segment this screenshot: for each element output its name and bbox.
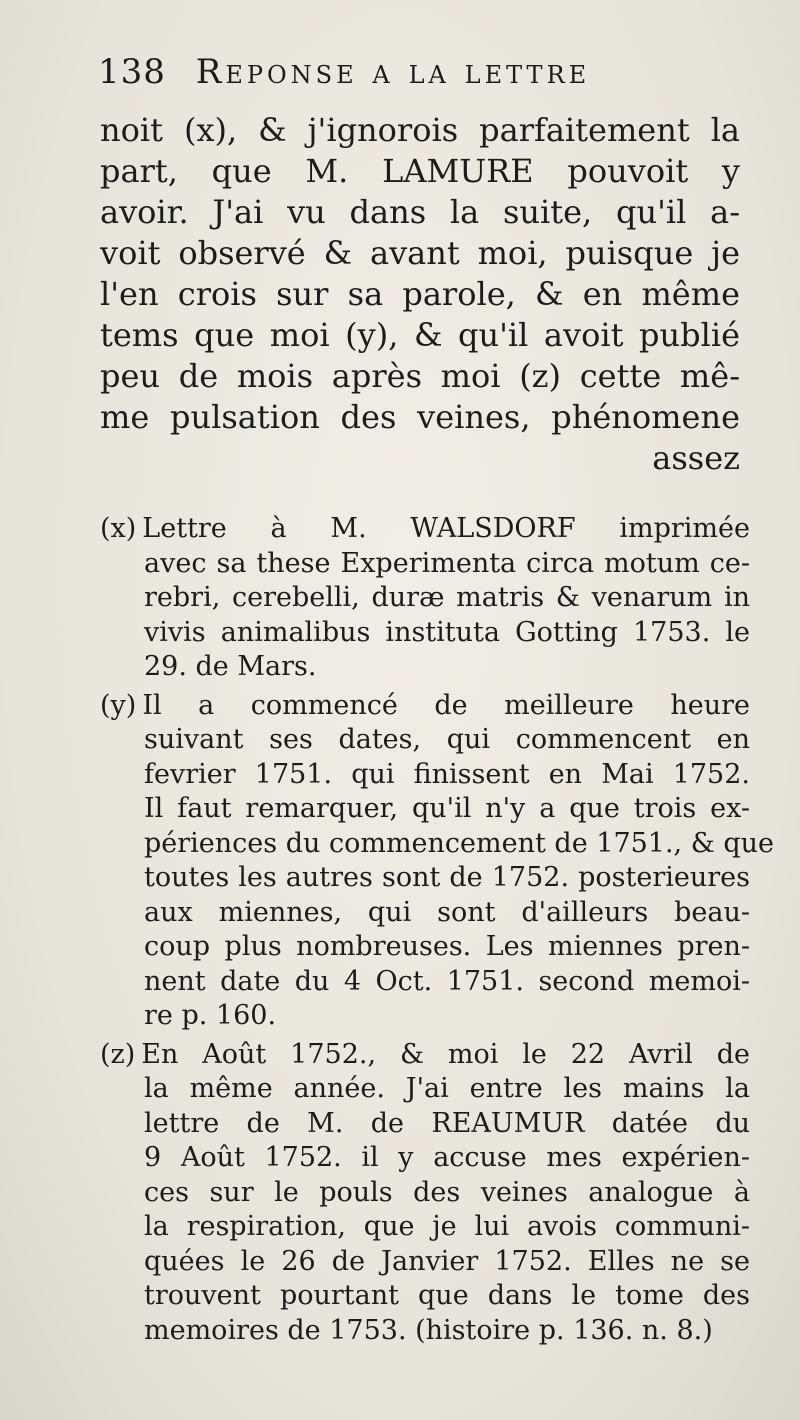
footnote-line: 9 Août 1752. il y accuse mes expérien- — [144, 1142, 750, 1173]
page-header — [98, 52, 738, 92]
footnote-line: toutes les autres sont de 1752. posterieures — [144, 862, 750, 893]
footnote-line: vivis animalibus instituta Gotting 1753. le — [144, 616, 750, 648]
text-line: l'en crois sur sa parole, & en même — [100, 275, 740, 313]
footnote-line: 29. de Mars. — [144, 651, 317, 682]
footnotes — [100, 512, 774, 1352]
footnote-line: ces sur le pouls des veines analogue à — [144, 1176, 750, 1208]
footnote-line: rebri, cerebelli, duræ matris & venarum in — [144, 582, 750, 613]
footnote-line: fevrier 1751. qui finissent en Mai 1752. — [144, 758, 750, 790]
footnote-marker: (y) — [100, 689, 137, 721]
footnote-line: nent date du 4 Oct. 1751. second memoi- — [144, 965, 750, 997]
footnote-line: (z) En Août 1752., & moi le 22 Avril de — [100, 1038, 750, 1070]
footnote-line: memoires de 1753. (histoire p. 136. n. 8.) — [144, 1314, 713, 1346]
footnote-line: (x) Lettre à M. WALSDORF imprimée — [100, 513, 750, 544]
footnote-line: suivant ses dates, qui commencent en — [144, 724, 750, 755]
text-line: peu de mois après moi (z) cette mê- — [100, 357, 740, 395]
footnote-line: re p. 160. — [144, 1000, 277, 1031]
text-line: voit observé & avant moi, puisque je — [100, 234, 740, 272]
footnote-line: coup plus nombreuses. Les miennes pren- — [144, 931, 750, 962]
catchword: assez — [652, 439, 740, 477]
footnote-z — [100, 1038, 750, 1349]
footnote-marker: (x) — [100, 513, 137, 544]
text-line: noit (x), & j'ignorois parfaitement la — [100, 111, 740, 149]
running-title: Reponse a la lettre — [195, 52, 591, 92]
footnote-line: la respiration, que je lui avois communi- — [144, 1211, 750, 1242]
footnote-line: avec sa these Experimenta circa motum ce- — [144, 547, 750, 579]
footnote-line: quées le 26 de Janvier 1752. Elles ne se — [144, 1245, 750, 1277]
footnote-x — [100, 512, 750, 685]
text-line: me pulsation des veines, phénomene — [100, 398, 740, 436]
footnote-line: lettre de M. de REAUMUR datée du — [144, 1107, 750, 1139]
footnote-line: la même année. J'ai entre les mains la — [144, 1073, 750, 1104]
footnote-line: trouvent pourtant que dans le tome des — [144, 1280, 750, 1311]
footnote-line: aux miennes, qui sont d'ailleurs beau- — [144, 896, 750, 928]
page-number: 138 — [98, 52, 166, 92]
text-line: avoir. J'ai vu dans la suite, qu'il a- — [100, 193, 740, 231]
footnote-marker: (z) — [100, 1038, 136, 1070]
footnote-line: (y) Il a commencé de meilleure heure — [100, 689, 750, 721]
footnote-y — [100, 689, 774, 1034]
text-line: tems que moi (y), & qu'il avoit publié — [100, 316, 740, 354]
footnote-line: Il faut remarquer, qu'il n'y a que trois ex- — [144, 793, 750, 824]
text-line: part, que M. LAMURE pouvoit y — [100, 152, 740, 190]
footnote-line: périences du commencement de 1751., & que — [144, 827, 774, 859]
main-text — [100, 110, 740, 479]
